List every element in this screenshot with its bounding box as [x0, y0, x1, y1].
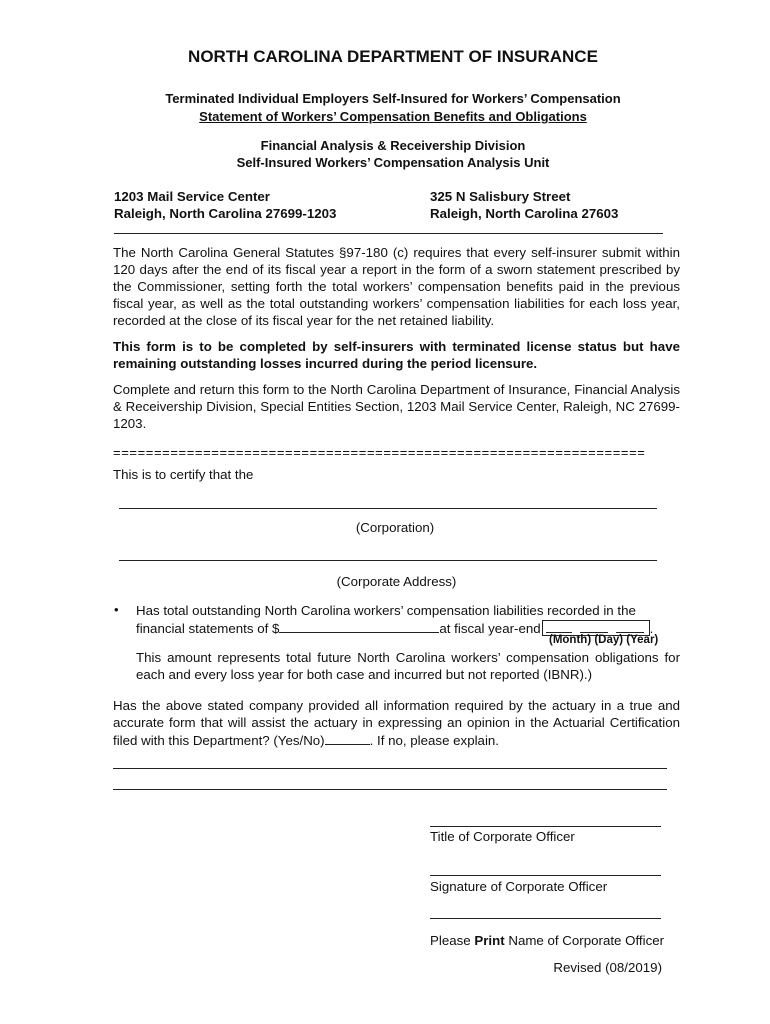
actuary-question-tail: . If no, please explain.	[369, 733, 499, 748]
officer-signature-input-line[interactable]	[430, 875, 661, 876]
division-name: Financial Analysis & Receivership Division	[260, 138, 526, 153]
corporation-caption: (Corporation)	[355, 520, 435, 535]
officer-signature-label: Signature of Corporate Officer	[430, 879, 608, 894]
mail-address-line2: Raleigh, North Carolina 27699-1203	[114, 206, 337, 221]
actuary-question-text: Has the above stated company provided all information required by the actuary in a true and accurate form that will assist the actuary in expressing an opinion in the Actuarial Certification filed with this Department? (Yes/No)	[113, 698, 680, 748]
yes-no-input[interactable]	[325, 731, 370, 745]
bold-instruction-text: This form is to be completed by self-insurers with terminated license status but have remaining outstanding losses incurred during the period licensure.	[113, 339, 680, 371]
amount-input[interactable]	[279, 619, 439, 633]
period-mark: .	[649, 621, 654, 636]
header-divider	[114, 233, 663, 234]
print-emphasis: Print	[474, 933, 505, 948]
form-statement-title: Statement of Workers’ Compensation Benefits and Obligations	[199, 109, 587, 124]
corporate-address-caption: (Corporate Address)	[336, 574, 457, 589]
return-instructions-paragraph: Complete and return this form to the North Carolina Department of Insurance, Financial Analysis & Receivership Division, Special Entities Section, 1203 Mail Service Center, Raleigh, NC 27699-1203.	[113, 382, 680, 431]
street-address-line1: 325 N Salisbury Street	[430, 189, 571, 204]
liabilities-line1: Has total outstanding North Carolina workers’ compensation liabilities recorded in the	[136, 603, 636, 618]
page-title: NORTH CAROLINA DEPARTMENT OF INSURANCE	[188, 47, 598, 66]
date-field-labels: (Month) (Day) (Year)	[549, 634, 659, 646]
form-subtitle: Terminated Individual Employers Self-Insured for Workers’ Compensation	[165, 91, 621, 106]
officer-name-input-line[interactable]	[430, 918, 661, 919]
financial-statements-label: financial statements of $	[136, 621, 280, 636]
corporate-address-input-line[interactable]	[119, 560, 657, 561]
explanation-input-line-1[interactable]	[113, 768, 667, 769]
street-address-line2: Raleigh, North Carolina 27603	[430, 206, 619, 221]
officer-title-input-line[interactable]	[430, 826, 661, 827]
print-prefix: Please	[430, 933, 475, 948]
officer-title-label: Title of Corporate Officer	[430, 829, 575, 844]
statute-paragraph: The North Carolina General Statutes §97-180 (c) requires that every self-insurer submit within 120 days after the end of its fiscal year a report in the form of a sworn statement prescribed by the Commissioner, setting forth the total workers’ compensation benefits paid in the previous fiscal year, as well as the total outstanding workers’ compensation liabilities for each loss year, recorded at the close of its fiscal year for the net retained liability.	[113, 245, 680, 328]
actuary-question	[113, 697, 680, 749]
amount-explanation: This amount represents total future North Carolina workers’ compensation obligations for each and every loss year for both case and incurred but not reported (IBNR).)	[136, 650, 680, 682]
officer-print-name-label	[430, 933, 664, 948]
explanation-input-line-2[interactable]	[113, 789, 667, 790]
mail-address-line1: 1203 Mail Service Center	[114, 189, 270, 204]
revision-date: Revised (08/2019)	[553, 960, 662, 975]
instructions-bold-paragraph	[113, 338, 680, 372]
bullet-icon: •	[114, 602, 119, 617]
separator-line: =================================================================	[113, 446, 646, 460]
print-suffix: Name of Corporate Officer	[504, 933, 665, 948]
unit-name: Self-Insured Workers’ Compensation Analysis Unit	[236, 155, 550, 170]
certify-text: This is to certify that the	[113, 467, 254, 482]
corporation-input-line[interactable]	[119, 508, 657, 509]
fiscal-year-end-label: at fiscal year-end	[439, 621, 541, 636]
